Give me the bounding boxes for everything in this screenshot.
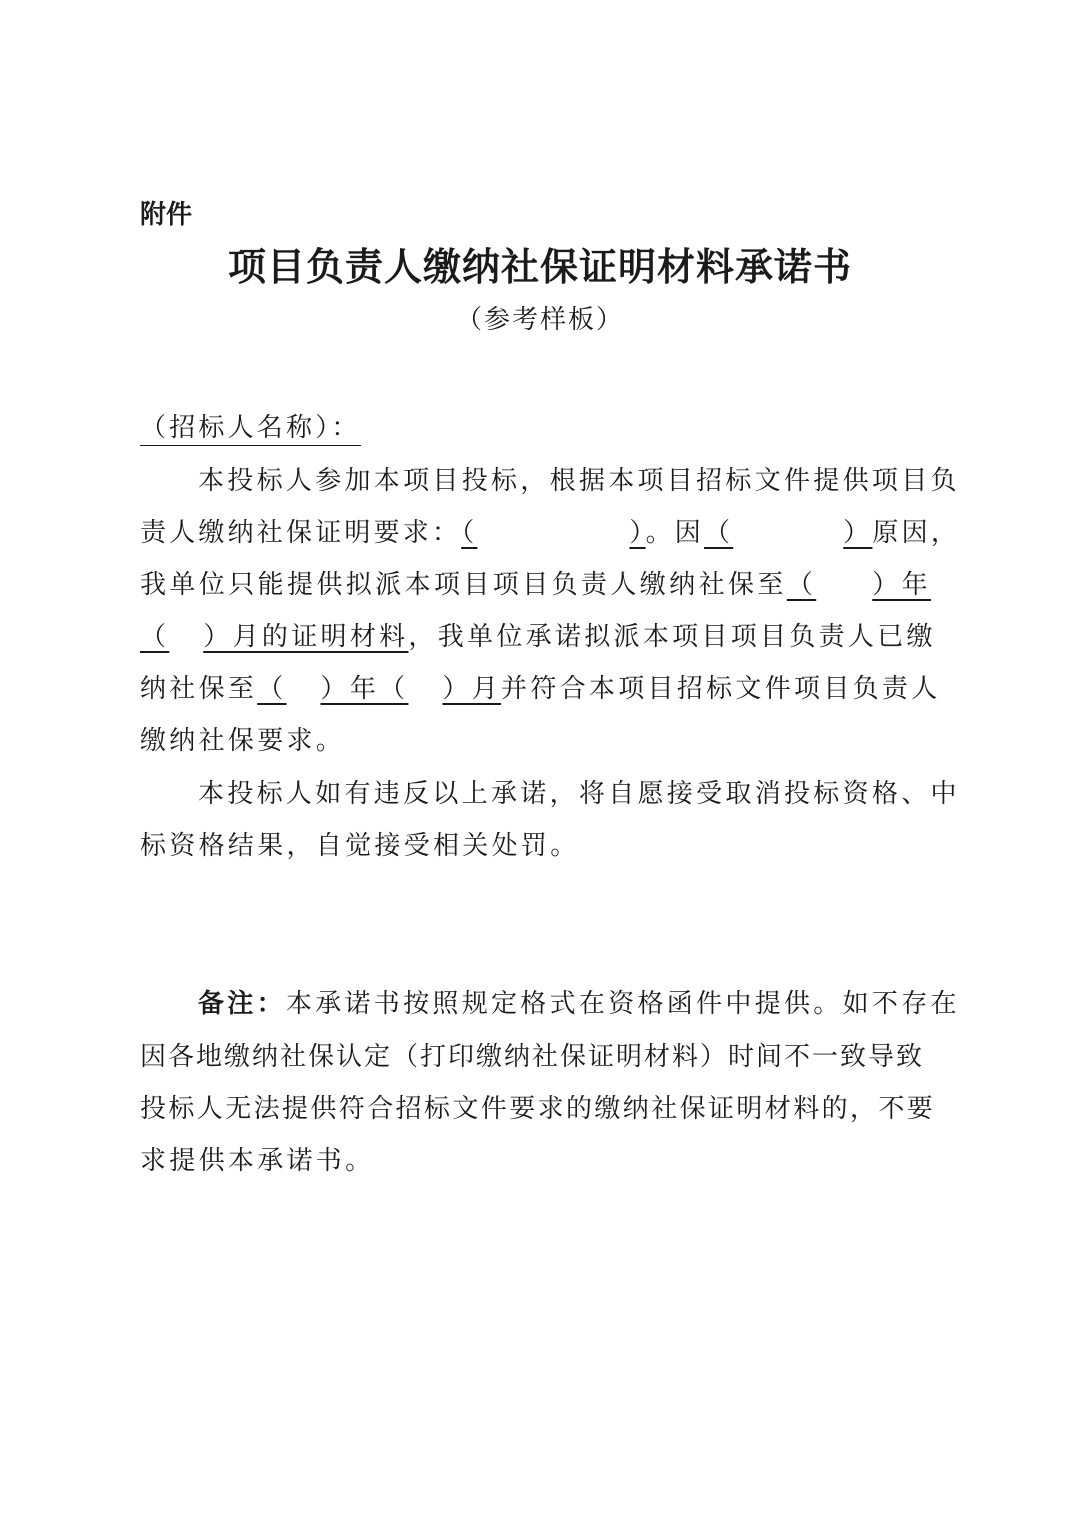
- addressee-line: [140, 408, 942, 448]
- para2-line2: 标资格结果，自觉接受相关处罚。: [140, 831, 580, 861]
- para1-line5: 纳社保至（ ）年（ ）月并符合本项目招标文件项目负责人: [140, 674, 941, 704]
- paid-until-blank: （ ）年（ ）月: [257, 674, 502, 704]
- document-subtitle: （参考样板）: [455, 305, 624, 335]
- year-blank-1: （ ）年: [786, 570, 932, 600]
- para1-line4: （ ）月的证明材料，我单位承诺拟派本项目项目负责人已缴: [140, 622, 936, 652]
- para1-line3: 我单位只能提供拟派本项目项目负责人缴纳社保至（ ）年: [140, 570, 932, 600]
- addressee-blank: （招标人名称）：: [140, 413, 361, 446]
- reason-blank: （ ）: [704, 518, 873, 548]
- document-title: 项目负责人缴纳社保证明材料承诺书: [227, 245, 852, 289]
- note-label: 备注：: [198, 989, 286, 1019]
- required-proof-blank: （ ）: [461, 518, 646, 548]
- note-line2: 因各地缴纳社保认定（打印缴纳社保证明材料）时间不一致导致: [140, 1042, 925, 1072]
- month-blank-1: （ ）月的证明材料: [140, 622, 409, 652]
- note-line4: 求提供本承诺书。: [140, 1146, 375, 1176]
- attachment-label: 附件: [140, 200, 193, 230]
- para2-line1: 本投标人如有违反以上承诺，将自愿接受取消投标资格、中: [198, 779, 960, 809]
- note-line3: 投标人无法提供符合招标文件要求的缴纳社保证明材料的，不要: [140, 1094, 936, 1124]
- note-line1: 备注：本承诺书按照规定格式在资格函件中提供。如不存在: [198, 989, 960, 1019]
- para1-line6: 缴纳社保要求。: [140, 726, 346, 756]
- para1-line2: 责人缴纳社保证明要求：（ ）。因（ ）原因，: [140, 518, 961, 548]
- para1-line1: 本投标人参加本项目投标，根据本项目招标文件提供项目负: [198, 466, 960, 496]
